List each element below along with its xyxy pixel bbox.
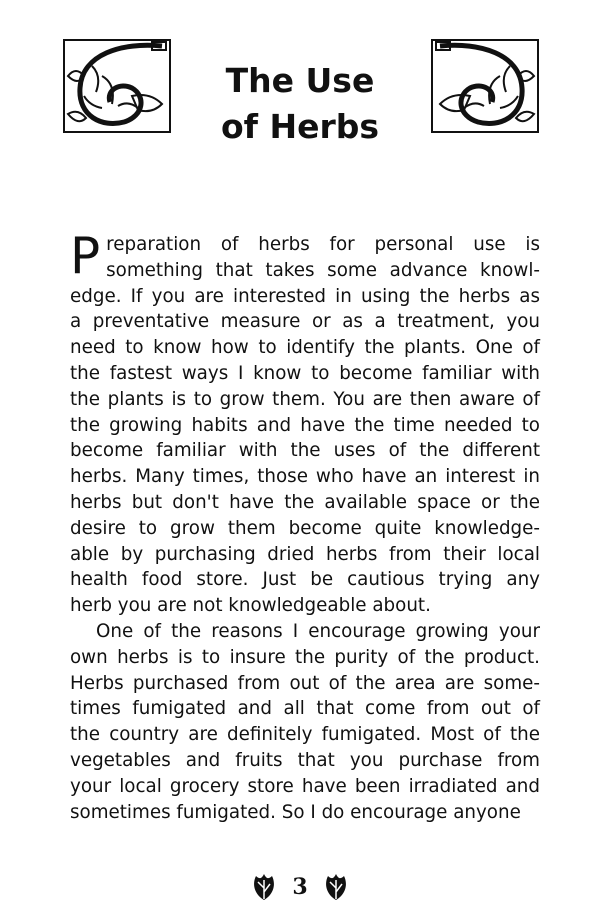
text-line: herbs. Many times, those who have an interest in	[70, 466, 540, 488]
leaf-icon	[250, 872, 278, 902]
leaf-icon	[322, 872, 350, 902]
body-text	[70, 227, 540, 825]
text-line: the growing habits and have the time needed to	[70, 414, 540, 436]
chapter-title-line-2: of Herbs	[220, 107, 380, 146]
paragraph-1	[70, 227, 540, 619]
text-line: the country are definitely fumigated. Most of the	[70, 724, 540, 746]
page-footer	[0, 872, 600, 904]
swirl-ornament-left-icon	[62, 36, 172, 136]
text-line: something that takes some advance knowl-	[106, 259, 540, 281]
text-line: able by purchasing dried herbs from their local	[70, 543, 540, 565]
text-line: own herbs is to insure the purity of the product.	[70, 646, 540, 668]
text-line: the fastest ways I know to become familiar with	[70, 362, 540, 384]
text-line: edge. If you are interested in using the herbs as	[70, 285, 540, 307]
text-line: the plants is to grow them. You are then aware of	[70, 388, 540, 410]
text-line: become familiar with the uses of the different	[70, 440, 540, 462]
swirl-ornament-right-icon	[430, 36, 540, 136]
text-line: sometimes fumigated. So I do encourage anyone	[70, 801, 521, 823]
paragraph-2	[70, 619, 540, 825]
text-line: your local grocery store have been irradiated and	[70, 775, 540, 797]
chapter-title	[180, 58, 420, 150]
text-line: reparation of herbs for personal use is	[106, 234, 540, 255]
text-line: herbs but don't have the available space or the	[70, 491, 540, 513]
text-line: times fumigated and all that come from out of	[70, 698, 540, 720]
drop-cap: P	[70, 227, 101, 285]
text-line: need to know how to identify the plants. One of	[70, 337, 540, 359]
text-line: Herbs purchased from out of the area are some-	[70, 672, 540, 694]
page-number: 3	[292, 874, 308, 900]
text-line: health food store. Just be cautious trying any	[70, 569, 540, 591]
text-line: herb you are not knowledgeable about.	[70, 595, 431, 617]
text-line: a preventative measure or as a treatment, you	[70, 311, 540, 333]
text-line: desire to grow them become quite knowledge-	[70, 517, 540, 539]
text-line: vegetables and fruits that you purchase from	[70, 749, 540, 771]
chapter-title-line-1: The Use	[225, 61, 375, 100]
text-line: One of the reasons I encourage growing your	[96, 620, 540, 642]
